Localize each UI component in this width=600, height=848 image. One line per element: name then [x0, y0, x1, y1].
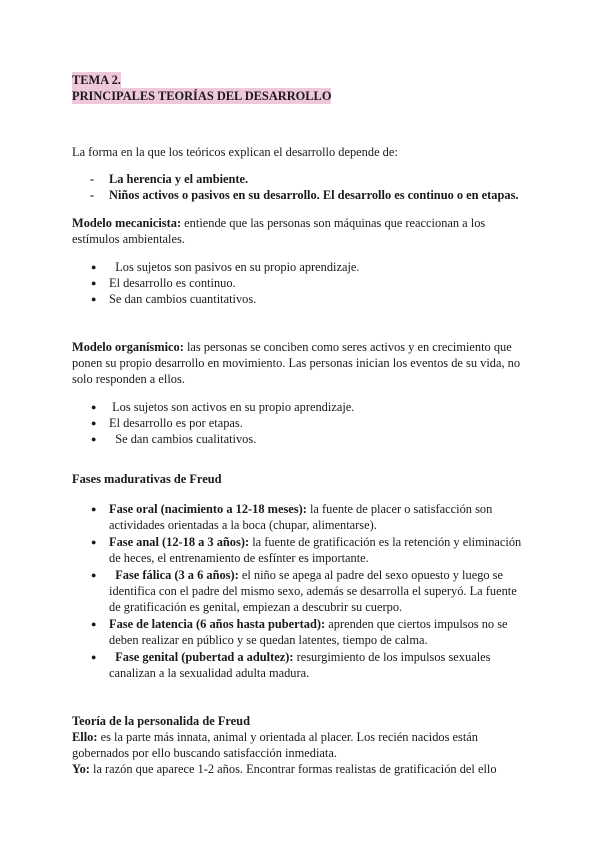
- bullet-icon: ●: [91, 570, 97, 580]
- bullet-icon: ●: [91, 537, 97, 547]
- mecanicista-bullets: [72, 259, 524, 307]
- list-item: - Niños activos o pasivos en su desarrollo. El desarrollo es continuo o en etapas.: [90, 188, 519, 202]
- list-item: ● Fase genital (pubertad a adultez): resurgimiento de los impulsos sexuales canalizan a la sexualidad adulta madura.: [91, 650, 491, 680]
- mecanicista-label: Modelo mecanicista:: [72, 216, 182, 230]
- organismico-label: Modelo organísmico:: [72, 340, 184, 354]
- yo-paragraph: Yo: la razón que aparece 1-2 años. Encontrar formas realistas de gratificación del ello: [72, 762, 497, 776]
- list-item: ● Se dan cambios cuantitativos.: [91, 292, 257, 306]
- topic-number: TEMA 2.: [72, 73, 121, 87]
- list-item: ● Fase de latencia (6 años hasta pubertad): aprenden que ciertos impulsos no se deben realizar en público y se quedan latentes, tiempo de calma.: [91, 617, 508, 647]
- bullet-icon: ●: [91, 504, 97, 514]
- personalidad-title: Teoría de la personalida de Freud: [72, 714, 250, 728]
- topic-title: PRINCIPALES TEORÍAS DEL DESARROLLO: [72, 89, 332, 103]
- freud-fases-title: Fases madurativas de Freud: [72, 472, 222, 486]
- organismico-paragraph: Modelo organísmico: las personas se conciben como seres activos y en crecimiento que ponen su propio desarrollo en movimiento. Las personas inician los eventos de su vida, no solo responden a ellos.: [72, 340, 521, 386]
- document-page: [72, 72, 524, 777]
- list-item: ● Fase oral (nacimiento a 12-18 meses): la fuente de placer o satisfacción son actividades orientadas a la boca (chupar, alimentarse).: [91, 502, 493, 532]
- ello-label: Ello:: [72, 730, 98, 744]
- list-item: ● Los sujetos son pasivos en su propio aprendizaje.: [91, 260, 360, 274]
- freud-fases-list: [72, 501, 524, 681]
- intro-text: La forma en la que los teóricos explican el desarrollo depende de:: [72, 145, 398, 159]
- bullet-icon: ●: [91, 278, 97, 288]
- dash-marker: -: [90, 172, 95, 186]
- list-item: - La herencia y el ambiente.: [90, 172, 249, 186]
- bullet-icon: ●: [91, 652, 97, 662]
- ello-paragraph: Ello: es la parte más innata, animal y orientada al placer. Los recién nacidos están gobernados por ello buscando satisfacción inmediata.: [72, 730, 478, 760]
- bullet-icon: ●: [91, 434, 97, 444]
- list-item: ● El desarrollo es por etapas.: [91, 416, 243, 430]
- bullet-icon: ●: [91, 418, 97, 428]
- yo-label: Yo:: [72, 762, 90, 776]
- dash-list: [72, 171, 524, 203]
- bullet-icon: ●: [91, 619, 97, 629]
- list-item: ● Los sujetos son activos en su propio aprendizaje.: [91, 400, 355, 414]
- list-item: ● Fase fálica (3 a 6 años): el niño se apega al padre del sexo opuesto y luego se identifica con el padre del mismo sexo, además se desarrolla el superyó. La fuente de gratificación es genital, empiezan a descubrir su cuerpo.: [91, 568, 517, 614]
- dash-marker: -: [90, 188, 95, 202]
- list-item: ● El desarrollo es continuo.: [91, 276, 236, 290]
- document-heading: [72, 72, 524, 104]
- bullet-icon: ●: [91, 262, 97, 272]
- list-item: ● Se dan cambios cualitativos.: [91, 432, 257, 446]
- organismico-bullets: [72, 399, 524, 447]
- bullet-icon: ●: [91, 402, 97, 412]
- mecanicista-paragraph: Modelo mecanicista: entiende que las personas son máquinas que reaccionan a los estímulos ambientales.: [72, 216, 486, 246]
- bullet-icon: ●: [91, 294, 97, 304]
- list-item: ● Fase anal (12-18 a 3 años): la fuente de gratificación es la retención y eliminación de heces, el entrenamiento de esfínter es importante.: [91, 535, 522, 565]
